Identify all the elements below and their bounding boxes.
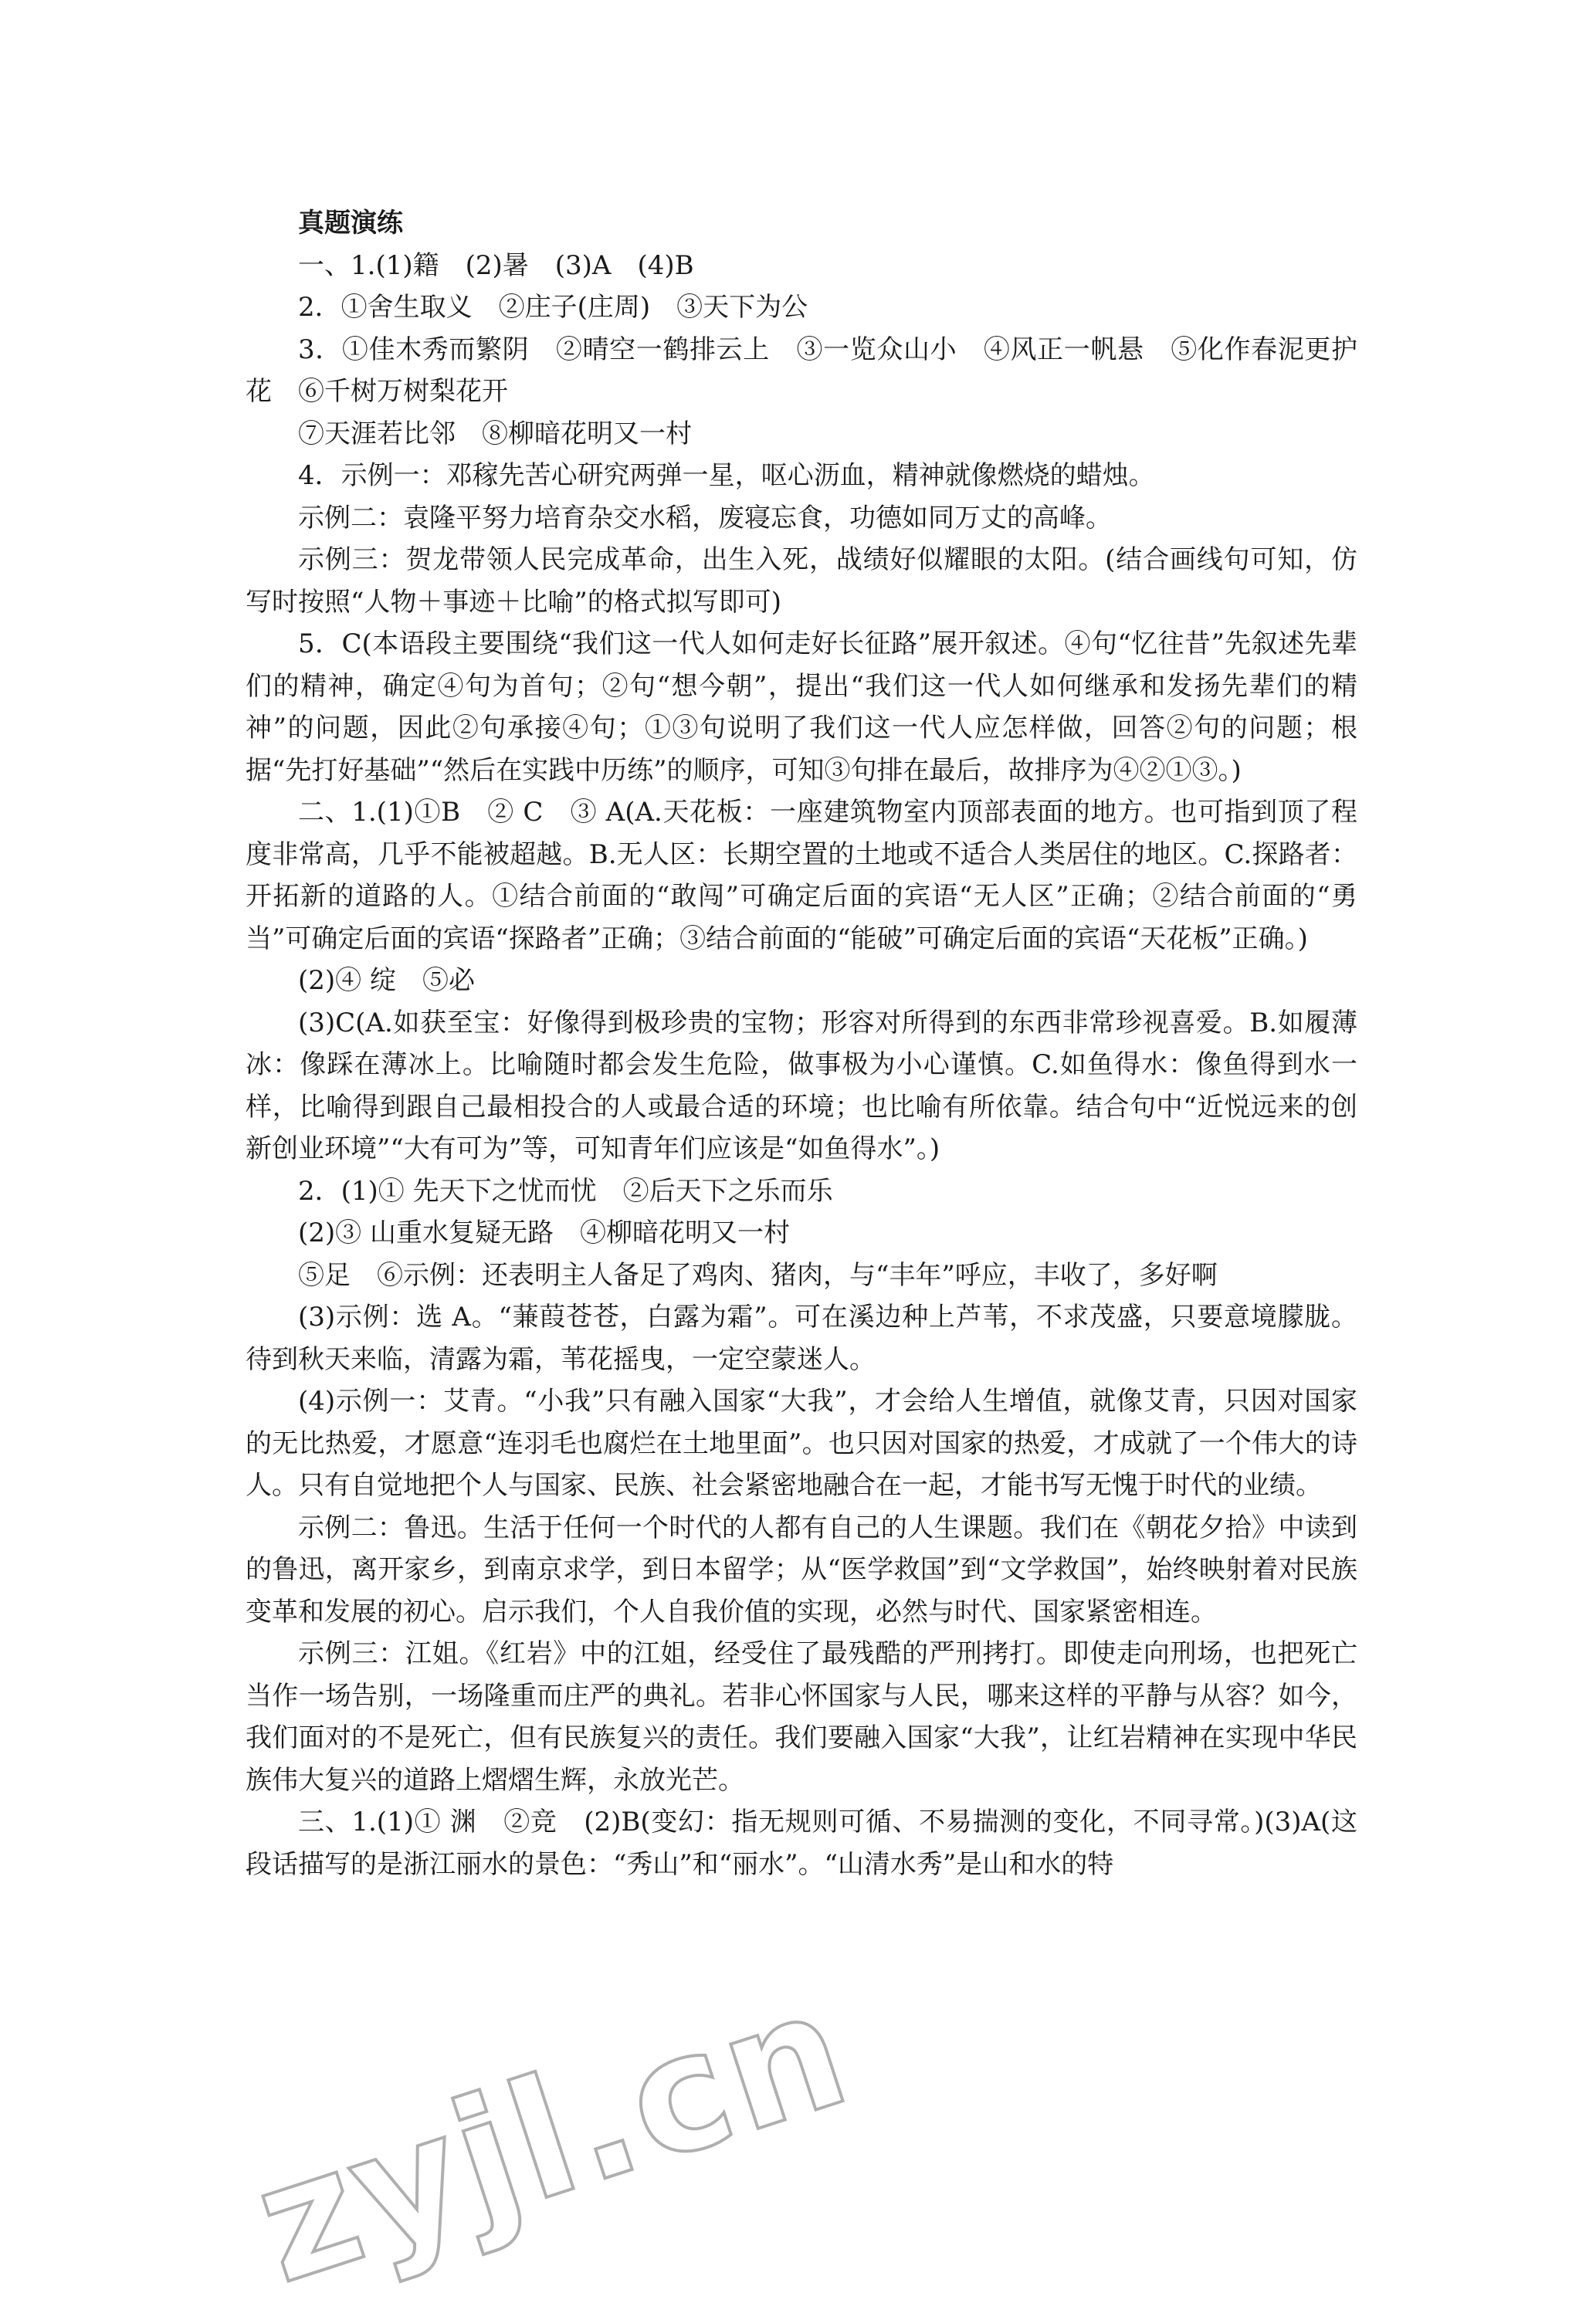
paragraph-3: 3．①佳木秀而繁阴 ②晴空一鹤排云上 ③一览众山小 ④风正一帆悬 ⑤化作春泥更护花 ⑥千树万树梨花开 [246,334,1357,407]
paragraph-7: 示例三：贺龙带领人民完成革命，出生入死，战绩好似耀眼的太阳。(结合画线句可知，仿写时按照“人物＋事迹＋比喻”的格式拟写即可) [246,544,1357,618]
paragraph-1: 一、1.(1)籍 (2)暑 (3)A (4)B [298,249,694,281]
paragraph-18: 示例三：江姐。《红岩》中的江姐，经受住了最残酷的严刑拷打。即使走向刑场，也把死亡当作一场告别，一场隆重而庄严的典礼。若非心怀国家与人民，哪来这样的平静与从容？如今，我们面对的不是死亡，但有民族复兴的责任。我们要融入国家“大我”，让红岩精神在实现中华民族伟大复兴的道路上熠熠生辉，永放光芒。 [246,1638,1357,1796]
paragraph-15: (3)示例：选 A。“蒹葭苍苍，白露为霜”。可在溪边种上芦苇，不求茂盛，只要意境朦胧。待到秋天来临，清露为霜，苇花摇曳，一定空蒙迷人。 [246,1302,1357,1375]
paragraph-17: 示例二：鲁迅。生活于任何一个时代的人都有自己的人生课题。我们在《朝花夕拾》中读到的鲁迅，离开家乡，到南京求学，到日本留学；从“医学救国”到“文学救国”，始终映射着对民族变革和发展的初心。启示我们，个人自我价值的实现，必然与时代、国家紧密相连。 [246,1512,1357,1627]
paragraph-10: (2)④ 绽 ⑤必 [298,965,475,996]
paragraph-14: ⑤足 ⑥示例：还表明主人备足了鸡肉、猪肉，与“丰年”呼应，丰收了，多好啊 [298,1259,1218,1291]
paragraph-5: 4．示例一：邓稼先苦心研究两弹一星，呕心沥血，精神就像燃烧的蜡烛。 [298,460,1155,491]
paragraph-8: 5．C(本语段主要围绕“我们这一代人如何走好长征路”展开叙述。④句“忆往昔”先叙述先辈们的精神，确定④句为首句；②句“想今朝”，提出“我们这一代人如何继承和发扬先辈们的精神”的问题，因此②句承接④句；①③句说明了我们这一代人应怎样做，回答②句的问题；根据“先打好基础”“然后在实践中历练”的顺序，可知③句排在最后，故排序为④②①③。) [246,628,1357,786]
answer-content [246,202,1357,1885]
section-title: 真题演练 [298,208,403,239]
paragraph-16: (4)示例一：艾青。“小我”只有融入国家“大我”，才会给人生增值，就像艾青，只因对国家的无比热爱，才愿意“连羽毛也腐烂在土地里面”。也只因对国家的热爱，才成就了一个伟大的诗人。只有自觉地把个人与国家、民族、社会紧密地融合在一起，才能书写无愧于时代的业绩。 [246,1386,1357,1501]
paragraph-4: ⑦天涯若比邻 ⑧柳暗花明又一村 [298,418,692,449]
paragraph-12: 2．(1)① 先天下之忧而忧 ②后天下之乐而乐 [298,1175,833,1207]
paragraph-6: 示例二：袁隆平努力培育杂交水稻，废寝忘食，功德如同万丈的高峰。 [298,502,1112,533]
paragraph-2: 2．①舍生取义 ②庄子(庄周) ③天下为公 [298,292,808,323]
paragraph-13: (2)③ 山重水复疑无路 ④柳暗花明又一村 [298,1218,790,1248]
watermark-logo: zyjl.cn [235,1953,870,2320]
paragraph-19: 三、1.(1)① 渊 ②竞 (2)B(变幻：指无规则可循、不易揣测的变化，不同寻常。)(3)A(这段话描写的是浙江丽水的景色：“秀山”和“丽水”。“山清水秀”是山和水的特 [246,1807,1357,1880]
paragraph-11: (3)C(A.如获至宝：好像得到极珍贵的宝物；形容对所得到的东西非常珍视喜爱。B.如履薄冰：像踩在薄冰上。比喻随时都会发生危险，做事极为小心谨慎。C.如鱼得水：像鱼得到水一样，比喻得到跟自己最相投合的人或最合适的环境；也比喻有所依靠。结合句中“近悦远来的创新创业环境”“大有可为”等，可知青年们应该是“如鱼得水”。) [246,1007,1357,1164]
paragraph-9: 二、1.(1)①B ② C ③ A(A.天花板：一座建筑物室内顶部表面的地方。也可指到顶了程度非常高，几乎不能被超越。B.无人区：长期空置的土地或不适合人类居住的地区。C.探路者：开拓新的道路的人。①结合前面的“敢闯”可确定后面的宾语“无人区”正确；②结合前面的“勇当”可确定后面的宾语“探路者”正确；③结合前面的“能破”可确定后面的宾语“天花板”正确。) [246,797,1357,954]
